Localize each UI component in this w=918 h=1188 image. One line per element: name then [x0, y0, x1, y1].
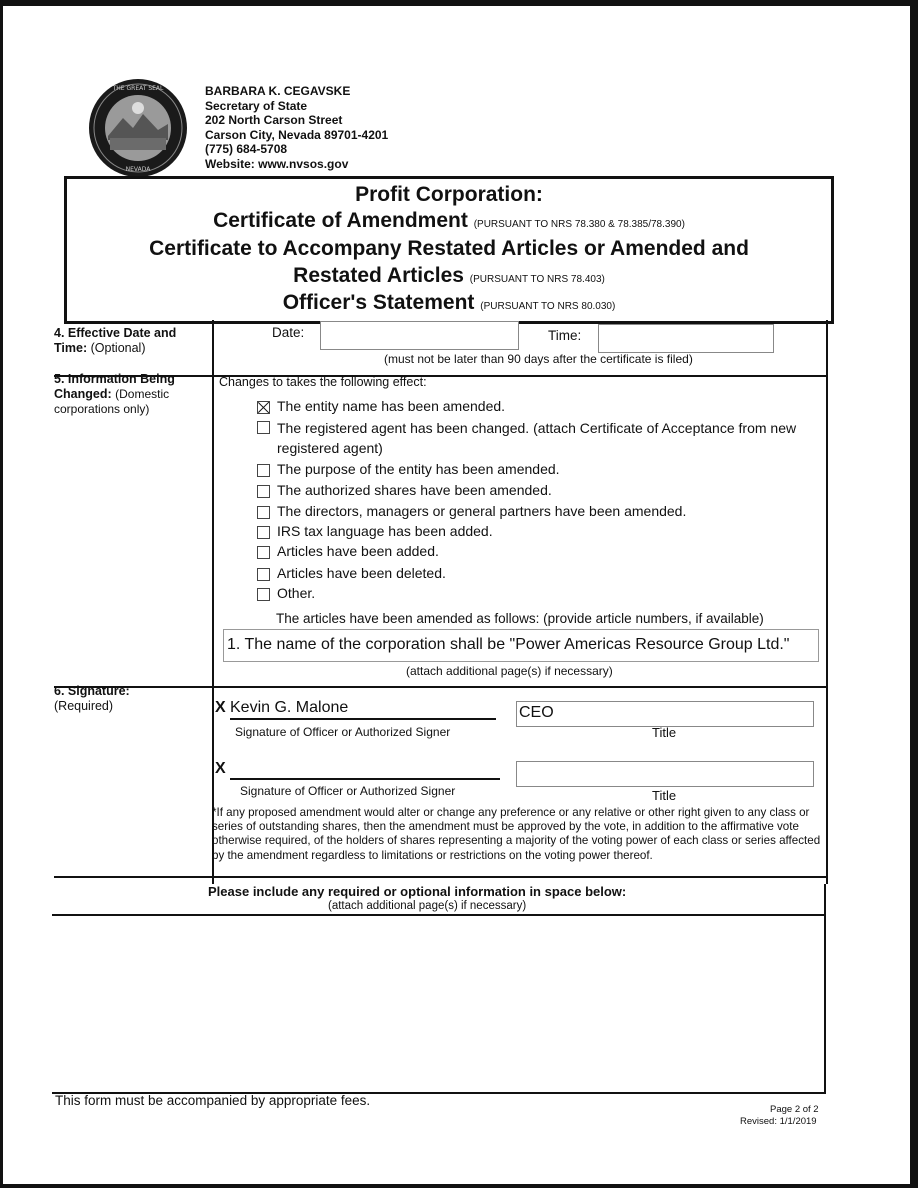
svg-text:THE GREAT SEAL: THE GREAT SEAL: [112, 85, 164, 92]
title-2-caption: Title: [652, 788, 677, 803]
option-label: The entity name has been amended.: [277, 398, 506, 414]
scan-edge-left: [0, 0, 3, 1188]
time-label: Time:: [548, 328, 582, 343]
title-1-value: CEO: [519, 704, 554, 721]
section-4-label-bold: 4. Effective Date and Time:: [54, 326, 177, 355]
option-label: IRS tax language has been added.: [277, 523, 493, 539]
checkbox-icon[interactable]: [257, 568, 270, 581]
option-label: Articles have been deleted.: [277, 565, 446, 581]
option-registered-agent[interactable]: [257, 418, 796, 458]
changes-intro: Changes to takes the following effect:: [219, 375, 427, 389]
option-articles-added[interactable]: [257, 543, 439, 559]
option-other[interactable]: [257, 585, 315, 601]
checkbox-icon[interactable]: [257, 526, 270, 539]
option-purpose[interactable]: [257, 461, 560, 477]
signature-2-line: [230, 778, 500, 780]
signature-2-x-mark: X: [215, 760, 226, 777]
scan-edge-top: [0, 0, 918, 6]
signature-1-caption: Signature of Officer or Authorized Signer: [235, 725, 451, 739]
section-6-label-bold: 6. Signature:: [54, 684, 130, 698]
table-right-border: [826, 320, 828, 884]
signature-1-x-mark: X: [215, 699, 226, 716]
option-label: Other.: [277, 585, 316, 601]
nevada-seal-icon: [88, 78, 188, 178]
title-line-2-note: (PURSUANT TO NRS 78.380 & 78.385/78.390): [473, 219, 685, 230]
street-address: 202 North Carson Street: [205, 113, 343, 128]
secretary-name: BARBARA K. CEGAVSKE: [205, 84, 351, 98]
option-label-line-2: registered agent): [277, 440, 383, 456]
amendment-footnote: *If any proposed amendment would alter or change any preference or any relative or other right given to any class or series of outstanding shares, then the amendment must be approved by the vote, in addition to the affirmative vote otherwise required, of the holders of shares representing a majority of the voting power of each class or series affected by the amendment regardless to limitations or restrictions on the voting power thereof.: [212, 806, 821, 862]
checkbox-icon[interactable]: [257, 546, 270, 559]
table-column-divider: [212, 320, 214, 884]
title-1-caption: Title: [652, 725, 677, 740]
title-line-4-text: Restated Articles: [293, 264, 464, 287]
title-line-3: Certificate to Accompany Restated Articles or Amended and: [149, 237, 749, 260]
checkbox-icon[interactable]: [257, 485, 270, 498]
amendment-textbox[interactable]: [223, 629, 819, 662]
section-4-label: [54, 326, 208, 356]
scan-edge-right: [910, 0, 918, 1188]
signature-1-name[interactable]: Kevin G. Malone: [230, 699, 349, 716]
attach-note: (attach additional page(s) if necessary): [406, 664, 613, 678]
option-label-line-1: The registered agent has been changed. (attach Certificate of Acceptance from new: [277, 420, 797, 436]
title-2-input[interactable]: [516, 761, 814, 787]
extra-info-heading: Please include any required or optional information in space below:: [208, 884, 627, 899]
date-label: Date:: [272, 325, 305, 340]
extra-info-area[interactable]: [54, 916, 822, 1090]
option-label: Articles have been added.: [277, 543, 439, 559]
title-line-5-note: (PURSUANT TO NRS 80.030): [480, 301, 616, 312]
title-line-5: [67, 291, 831, 315]
option-authorized-shares[interactable]: [257, 482, 552, 498]
section-6-label-normal: (Required): [54, 699, 114, 713]
section-5-label-normal: (Domestic corporations only): [54, 387, 170, 416]
section-5-label: [54, 372, 210, 417]
date-limit-note: (must not be later than 90 days after the certificate is filed): [384, 352, 693, 366]
form-title-box: [64, 176, 834, 324]
checkbox-icon[interactable]: [257, 421, 270, 434]
svg-text:NEVADA: NEVADA: [125, 166, 151, 173]
title-1-input[interactable]: [516, 701, 814, 727]
option-label: The purpose of the entity has been amended.: [277, 461, 560, 477]
section-4-label-normal: (Optional): [90, 341, 146, 355]
phone-number: (775) 684-5708: [205, 142, 288, 157]
title-line-2-text: Certificate of Amendment: [213, 209, 468, 232]
option-directors[interactable]: [257, 503, 686, 519]
extra-info-note: (attach additional page(s) if necessary): [328, 900, 527, 912]
date-input[interactable]: [320, 321, 519, 350]
option-label: The directors, managers or general partners have been amended.: [277, 503, 687, 519]
option-entity-name[interactable]: [257, 398, 505, 414]
section-5-label-bold-1: 5. Information Being: [54, 372, 175, 386]
scan-edge-bottom: [0, 1184, 918, 1188]
page-number: Page 2 of 2: [770, 1104, 819, 1115]
option-articles-deleted[interactable]: [257, 565, 446, 581]
secretary-address: [205, 84, 388, 172]
amend-intro: The articles have been amended as follows: (provide article numbers, if available): [276, 611, 764, 626]
checkbox-icon[interactable]: [257, 464, 270, 477]
signature-2-caption: Signature of Officer or Authorized Signer: [240, 784, 456, 798]
option-label: The authorized shares have been amended.: [277, 482, 552, 498]
checkbox-icon[interactable]: [257, 588, 270, 601]
amendment-text: 1. The name of the corporation shall be "Power Americas Resource Group Ltd.": [227, 636, 790, 653]
signature-1-line: [230, 718, 496, 720]
revised-date: Revised: 1/1/2019: [740, 1116, 817, 1127]
title-line-5-text: Officer's Statement: [282, 291, 475, 314]
divider-6-extra: [54, 876, 828, 878]
section-5-label-bold-2: Changed:: [54, 387, 112, 401]
option-label: [277, 418, 796, 458]
checkbox-checked-icon[interactable]: [257, 401, 270, 414]
title-line-4-note: (PURSUANT TO NRS 78.403): [469, 274, 605, 285]
section-6-label: [54, 684, 208, 714]
time-input[interactable]: [598, 324, 774, 353]
title-line-1: Profit Corporation:: [355, 183, 543, 206]
website[interactable]: Website: www.nvsos.gov: [205, 156, 349, 171]
title-line-2: [67, 209, 831, 233]
city-address: Carson City, Nevada 89701-4201: [205, 127, 389, 142]
checkbox-icon[interactable]: [257, 506, 270, 519]
extra-right-border: [824, 884, 826, 1094]
title-line-4: [67, 264, 831, 288]
option-irs-tax[interactable]: [257, 523, 493, 539]
secretary-title: Secretary of State: [205, 98, 308, 113]
fees-note: This form must be accompanied by appropriate fees.: [55, 1093, 371, 1108]
